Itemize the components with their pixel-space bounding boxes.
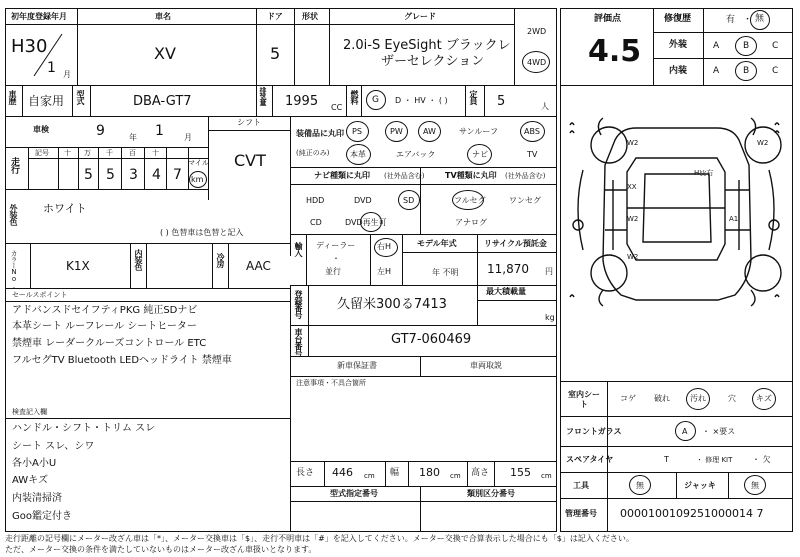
sales-point-line: アドバンスドセイフティPKG 純正SDナビ [12,305,198,316]
inspector-line: Goo鑑定付き [12,511,72,522]
inspector-line: 各小A小U [12,458,57,469]
equip-abs: ABS [524,127,540,136]
width-value: 180 [419,466,440,479]
int-grade-b: B [743,66,750,76]
reg-month: 1 [47,60,56,76]
fuel-label: 燃料 [350,90,359,104]
mgmt-label: 管理番号 [565,509,597,518]
chassis-number: GT7-060469 [391,332,472,347]
recycle-label: リサイクル預託金 [484,239,547,248]
car-name-label: 車名 [155,12,171,21]
mgmt-number: 0000100109251000014 7 [620,507,764,520]
displacement-label: 排気量 [259,87,267,105]
equip-pw: PW [390,127,403,136]
damage-mark: XX [627,183,637,191]
color-note: ( ) 色替車は色替と記入 [160,228,244,237]
color-no: K1X [66,259,90,273]
equip-leather: 本革 [350,150,366,159]
mileage-digit: 5 [84,167,93,183]
class-label: 類別区分番号 [467,489,515,498]
seat-hole: 穴 [728,394,736,403]
score-label: 評価点 [594,14,622,24]
seat-tear: 破れ [654,394,670,403]
repair-dot: ・ [743,15,753,25]
ext-grade-c: C [772,41,779,51]
digit-header-mile: マイル [188,159,209,167]
footer-note-2: ただ、メーター交換の条件を満たしていないものはメーター改ざん車扱いとなります。 [5,545,317,554]
damage-mark: A1 [729,215,739,223]
capacity-label: 定員 [469,90,478,104]
inspector-label: 検査記入欄 [12,408,47,416]
interior-color-label: 内装色 [134,249,143,270]
glass-a: A [682,427,688,436]
ac-value: AAC [246,259,271,273]
nav-type-label: ナビ種類に丸印 [314,171,370,180]
inspector-line: 内装清掃済 [12,493,62,504]
ac-label: 冷房 [216,253,225,267]
width-label: 幅 [390,468,400,478]
reg-year-label: 初年度登録年月 [11,12,67,21]
plate-label: 登録番号 [294,290,303,318]
grade-line1: 2.0i-S EyeSight ブラックレ [343,38,511,53]
model-code: DBA-GT7 [133,94,192,109]
mileage-digit: 5 [106,167,115,183]
damage-mark: Hﾋﾋ右 [694,169,714,177]
fuel-g: G [372,95,379,105]
door-label: ドア [267,12,283,21]
tools-none: 無 [636,481,644,490]
mileage-label: 走行 [9,157,19,173]
model-year-value: 年 不明 [432,268,459,277]
length-unit: cm [364,472,375,480]
digit-header-1k: 千 [106,149,113,157]
interior-score-label: 内装 [669,66,688,76]
equip-navi: ナビ [472,150,488,159]
capacity: 5 [497,94,506,109]
grade-line2: ザーセレクション [381,54,485,69]
sales-point-line: フルセグTV Bluetooth LEDヘッドライト 禁煙車 [12,355,232,366]
kg-unit: kg [545,313,555,322]
tv-analog: アナログ [455,218,487,227]
spare-t: T [664,455,669,464]
max-load-label: 最大積載量 [486,287,526,296]
km-unit: km [191,175,204,184]
shaken-month: 1 [155,123,164,139]
drive-4wd: 4WD [527,58,547,67]
jack-label: ジャッキ [684,481,716,490]
notes-label: 注意事項・不具合箇所 [296,379,366,387]
damage-mark: W2 [627,253,639,261]
footer-note-1: 走行距離の記号欄にメーター改ざん車は「*」、メーター交換車は「$」、走行不明車は「#」を記入してください。メーター交換で合算表示した場合にも「$」は記入ください。 [5,534,634,543]
shaken-year-unit: 年 [129,133,137,142]
mileage-digit: 7 [173,167,182,183]
nav-type-sub: (社外品含む) [384,172,425,180]
exterior-score-label: 外装 [669,40,688,50]
repair-yes: 有 [726,15,736,25]
shaken-month-unit: 月 [184,133,192,142]
glass-rest: ・ ×要ス [702,427,736,436]
digit-header-sym: 記号 [35,149,49,157]
digit-header-10: 十 [152,149,159,157]
seat-burn: コゲ [620,394,636,403]
import-dealer: ディーラー [316,241,356,250]
model-year-label: モデル年式 [417,239,457,248]
tv-type-sub: (社外品含む) [505,172,546,180]
ext-grade-b: B [743,41,750,51]
tv-type-label: TV種類に丸印 [445,171,497,180]
inspector-line: シート スレ、シワ [12,441,95,452]
import-left: 左H [377,267,392,276]
ext-grade-a: A [713,41,720,51]
equip-aw: AW [423,127,436,136]
use-value: 自家用 [28,94,65,108]
shaken-label: 車検 [33,125,49,134]
recycle-value: 11,870 [487,262,529,276]
digit-header-10k: 万 [84,149,91,157]
shape-label: 形状 [302,12,318,21]
length-label: 長さ [296,468,315,478]
damage-mark: W2 [757,139,769,147]
use-label: 車歴 [8,90,17,104]
inspector-line: ハンドル・シフト・トリム スレ [12,423,156,434]
sales-point-line: 本革シート ルーフレール シートヒーター [12,321,197,332]
width-unit: cm [450,472,461,480]
reg-era: H30 [11,36,48,57]
damage-mark: W2 [627,139,639,147]
height-unit: cm [541,472,552,480]
seat-stain: 汚れ [690,394,706,403]
type-label: 型式 [76,90,85,104]
glass-label: フロントガラス [566,427,622,436]
equip-airbag: エアバック [396,150,436,159]
jack-none: 無 [751,481,759,490]
yen-unit: 円 [545,267,553,276]
digit-header-10m: 十 [64,149,71,157]
height-label: 高さ [471,468,490,478]
fuel-rest: D ・ HV ・ ( ) [395,96,448,105]
import-label: 輸入 [294,242,303,256]
import-dot: ・ [332,254,340,263]
car-name: XV [154,44,176,63]
displacement: 1995 [285,94,319,109]
seat-scratch: キズ [756,394,772,403]
exterior-color-label: 外装色 [9,204,18,225]
damage-mark: W2 [627,215,639,223]
length-value: 446 [332,466,353,479]
shift-label: シフト [237,118,261,127]
digit-header-100: 百 [129,149,136,157]
nav-hdd: HDD [306,196,325,205]
int-grade-c: C [772,66,779,76]
exterior-color: ホワイト [43,202,87,215]
spare-missing: ・ 欠 [752,455,771,464]
mileage-digit: 4 [152,167,161,183]
import-parallel: 並行 [325,267,341,276]
spare-kit: ・ 修理 KIT [696,456,733,464]
vehicle-manual: 車両取説 [470,361,502,370]
repair-label: 修復歴 [664,14,692,24]
mileage-digit: 3 [129,167,138,183]
chassis-label: 車台番号 [294,328,303,356]
car-damage-diagram [563,110,790,315]
equip-ps: PS [352,127,362,136]
sales-point-line: 禁煙車 レーダークルーズコントロール ETC [12,338,207,349]
tv-oneseg: ワンセグ [509,196,541,205]
shift-value: CVT [234,151,266,170]
seat-label: 室内シート [568,390,600,409]
door-count: 5 [270,44,281,63]
grade-label: グレード [404,12,436,21]
equipment-sublabel: (純正のみ) [296,149,330,157]
person-unit: 人 [541,102,549,111]
drive-2wd: 2WD [527,27,547,36]
equip-sunroof: サンルーフ [459,127,498,136]
dvd-play-circle [360,212,382,232]
tools-label: 工具 [573,481,589,490]
spare-tire-label: スペアタイヤ [566,455,614,464]
nav-dvd-play: DVD再生可 [345,218,387,227]
equip-tv: TV [527,150,538,159]
color-no-label: カラーNo. [10,250,18,289]
cc-unit: CC [331,103,343,112]
import-right: 右H [377,242,392,251]
sales-points-label: セールスポイント [12,291,68,299]
reg-month-unit: 月 [63,70,71,79]
shaken-year: 9 [96,123,105,139]
new-car-warranty: 新車保証書 [337,361,377,370]
nav-dvd: DVD [354,196,372,205]
repair-no: 無 [755,14,765,24]
nav-sd: SD [403,196,415,205]
int-grade-a: A [713,66,720,76]
inspector-line: AWキズ [12,475,48,486]
height-value: 155 [510,466,531,479]
nav-cd: CD [310,218,322,227]
equipment-label: 装備品に丸印 [296,129,344,138]
score-value: 4.5 [588,34,642,69]
tv-fullseg: フルセグ [454,196,486,205]
plate-number: 久留米300る7413 [337,297,447,312]
model-cert-label: 型式指定番号 [330,489,378,498]
